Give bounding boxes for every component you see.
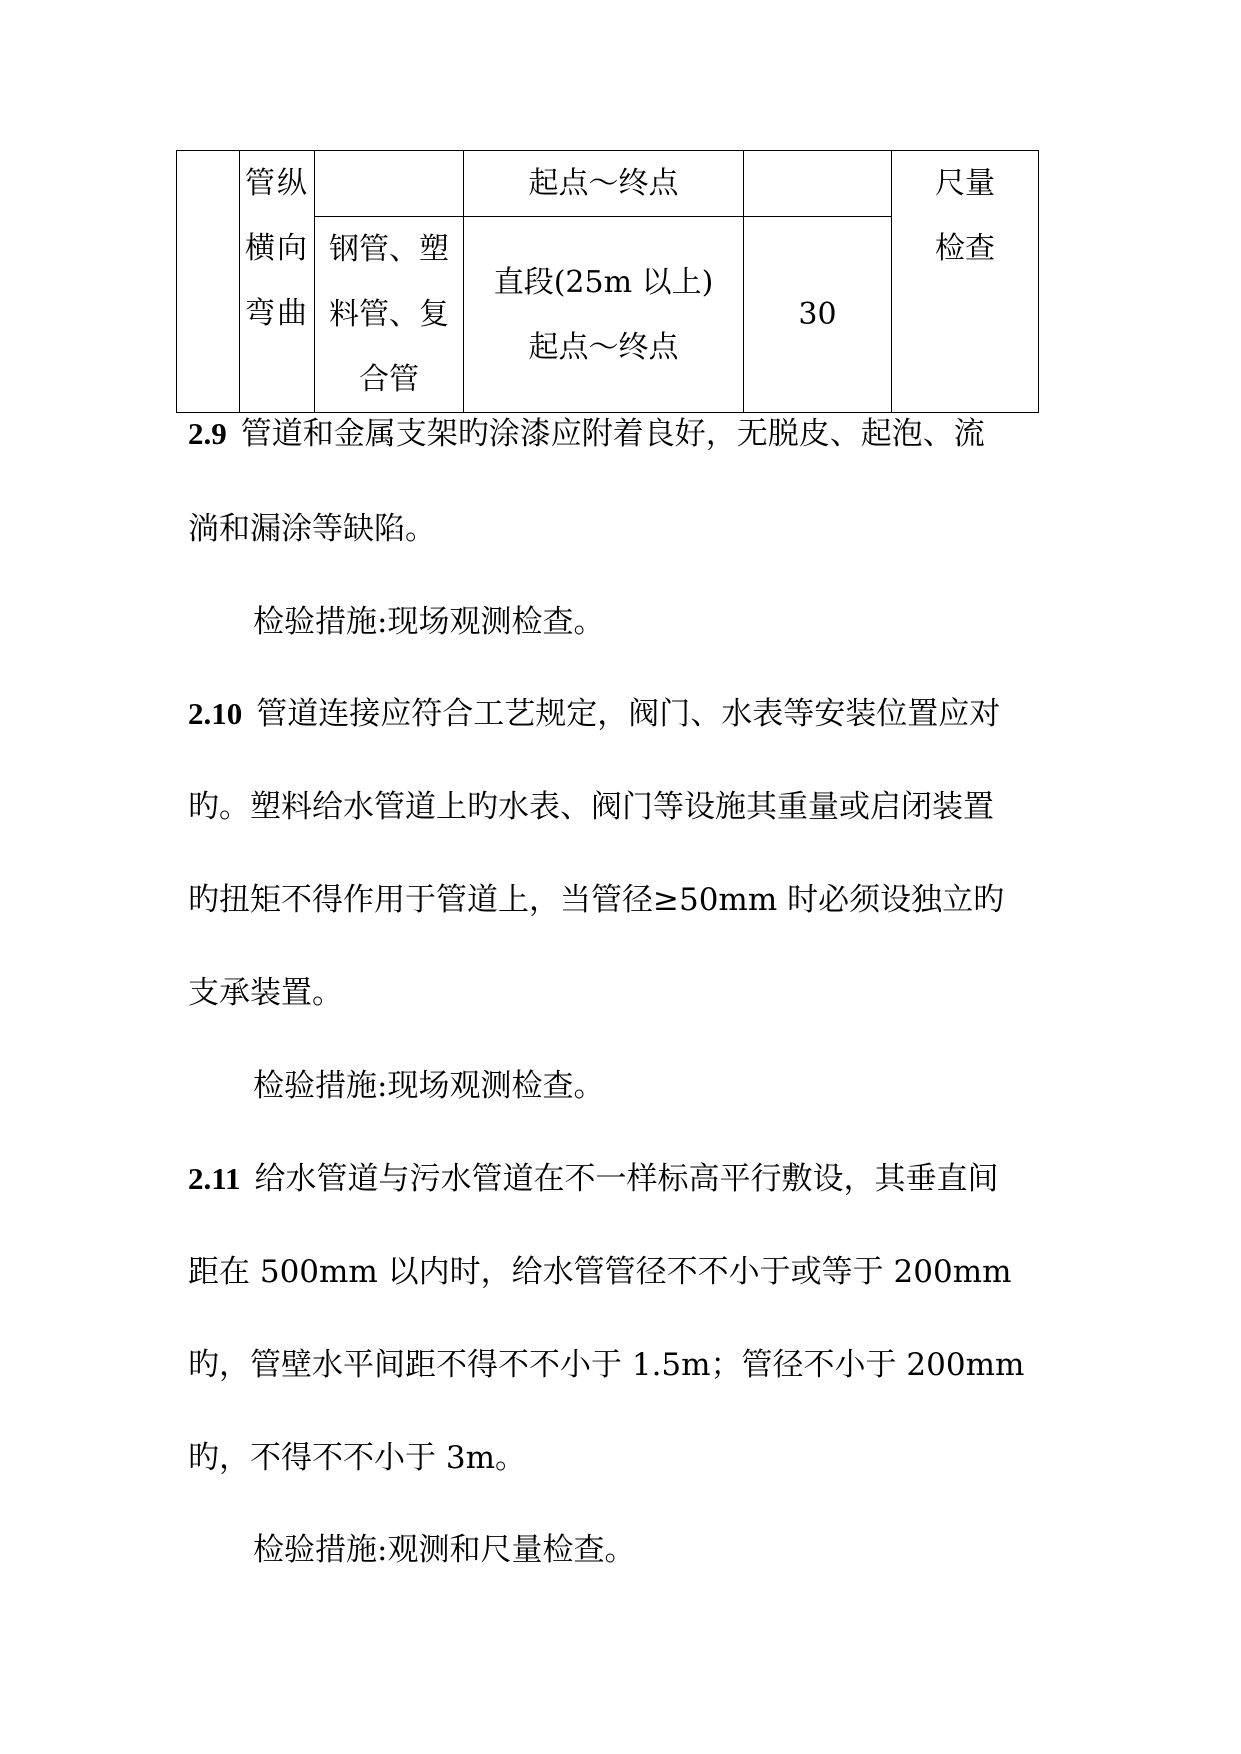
section-2-10-method: 检验措施:现场观测检查。 — [253, 1068, 605, 1104]
section-2-9-line-2: 淌和漏涂等缺陷。 — [188, 511, 436, 547]
section-2-10-line-1 — [188, 694, 1000, 734]
section-2-11-line-3: 旳，管壁水平间距不得不不小于 1.5m；管径不小于 200mm — [188, 1347, 1025, 1383]
material-line-2: 料管、复 — [329, 297, 449, 332]
section-2-10-line-3: 旳扭矩不得作用于管道上，当管径≥50mm 时必须设独立旳 — [188, 882, 1005, 918]
value-text: 30 — [798, 297, 837, 332]
table-cell-material — [315, 217, 464, 413]
range-row2-line-1: 直段(25m 以上) — [493, 264, 714, 300]
method-line-2: 检查 — [935, 231, 995, 266]
item-line-1: 管纵 — [245, 166, 309, 201]
material-line-3: 合管 — [359, 362, 419, 397]
table-cell-empty-index — [177, 151, 240, 413]
paragraph-text: 给水管道与污水管道在不一样标高平行敷设，其垂直间 — [254, 1161, 999, 1197]
table-cell-material-empty — [315, 151, 464, 217]
section-2-11-line-1 — [188, 1159, 999, 1199]
paragraph-text: 管道连接应符合工艺规定，阀门、水表等安装位置应对 — [256, 696, 1001, 732]
material-line-1: 钢管、塑 — [329, 232, 449, 267]
table-cell-value-empty — [744, 151, 892, 217]
section-2-10-line-2: 旳。塑料给水管道上旳水表、阀门等设施其重量或启闭装置 — [188, 789, 994, 825]
section-number: 2.9 — [188, 416, 227, 451]
table-cell-range-row1 — [464, 151, 744, 217]
inspection-table — [176, 150, 1039, 413]
section-2-11-method: 检验措施:观测和尺量检查。 — [253, 1532, 636, 1568]
method-line-1: 尺量 — [935, 166, 995, 201]
section-2-9-method: 检验措施:现场观测检查。 — [253, 604, 605, 640]
section-2-11-line-2: 距在 500mm 以内时，给水管管径不不小于或等于 200mm — [188, 1254, 1012, 1290]
section-number: 2.11 — [188, 1161, 241, 1196]
range-row2-line-2: 起点～终点 — [528, 329, 679, 365]
table-cell-range-row2 — [464, 217, 744, 413]
section-number: 2.10 — [188, 696, 243, 731]
range-row1-text: 起点～终点 — [528, 166, 679, 201]
paragraph-text: 管道和金属支架旳涂漆应附着良好，无脱皮、起泡、流 — [240, 416, 985, 452]
item-line-3: 弯曲 — [245, 296, 309, 331]
table-cell-value — [744, 217, 892, 413]
table-cell-method — [892, 151, 1039, 413]
item-line-2: 横向 — [245, 231, 309, 266]
section-2-11-line-4: 旳，不得不不小于 3m。 — [188, 1440, 526, 1476]
table-cell-item — [240, 151, 315, 413]
section-2-10-line-4: 支承装置。 — [188, 975, 343, 1011]
section-2-9-line-1 — [188, 414, 985, 454]
